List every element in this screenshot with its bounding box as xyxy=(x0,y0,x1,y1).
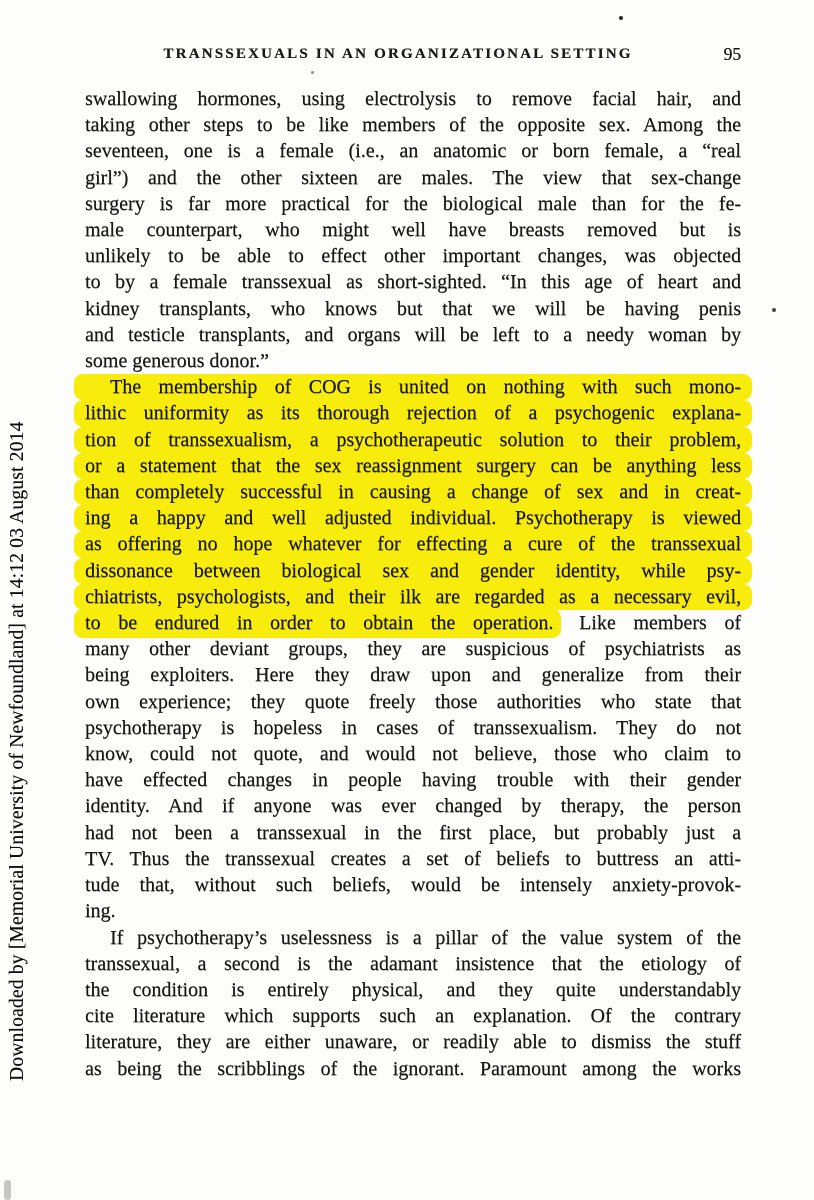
highlighted-text: chiatrists, psychologists, and their ilk are regarded as a necessary evil, xyxy=(85,585,741,608)
text-segment: identity. And if anyone was ever changed by therapy, the person xyxy=(85,795,741,818)
text-segment: transsexual, a second is the adamant insistence that the etiology of xyxy=(85,952,741,975)
text-segment: many other deviant groups, they are suspicious of psychiatrists as xyxy=(85,638,741,661)
text-line xyxy=(85,1003,741,1029)
text-line xyxy=(85,243,741,269)
highlighted-text: to be endured in order to obtain the operation. xyxy=(74,609,561,638)
text-line xyxy=(85,872,741,898)
text-line xyxy=(85,296,741,322)
running-header-title: TRANSSEXUALS IN AN ORGANIZATIONAL SETTING xyxy=(163,46,633,62)
text-segment: know, could not quote, and would not believe, those who claim to xyxy=(85,743,741,766)
text-line xyxy=(85,846,741,872)
text-segment: psychotherapy is hopeless in cases of transsexualism. They do not xyxy=(85,716,741,739)
text-segment: surgery is far more practical for the biological male than for the fe- xyxy=(85,192,741,215)
highlighted-text: than completely successful in causing a change of sex and in creat- xyxy=(85,481,741,504)
text-line xyxy=(85,636,741,662)
highlighted-text: The membership of COG is united on nothing with such mono- xyxy=(110,376,741,399)
text-line xyxy=(85,269,741,295)
text-segment: male counterpart, who might well have breasts removed but is xyxy=(85,219,741,242)
text-segment: had not been a transsexual in the first place, but probably just a xyxy=(85,821,741,844)
highlighted-text: ing a happy and well adjusted individual. Psychotherapy is viewed xyxy=(85,507,741,530)
text-line xyxy=(85,898,741,924)
text-line xyxy=(85,165,741,191)
text-line xyxy=(85,741,741,767)
text-segment: have effected changes in people having trouble with their gender xyxy=(85,769,741,792)
text-segment: cite literature which supports such an explanation. Of the contrary xyxy=(85,1005,741,1028)
text-segment: some generous donor.” xyxy=(85,350,269,373)
text-segment: own experience; they quote freely those authorities who state that xyxy=(85,690,741,713)
text-line xyxy=(85,767,741,793)
text-segment: swallowing hormones, using electrolysis to remove facial hair, and xyxy=(85,88,741,110)
text-segment: If psychotherapy’s uselessness is a pillar of the value system of the xyxy=(110,926,741,949)
running-header xyxy=(85,46,741,70)
text-segment: to by a female transsexual as short-sighted. “In this age of heart and xyxy=(85,271,741,294)
text-segment: Like members of xyxy=(561,612,742,635)
text-line xyxy=(85,1029,741,1055)
text-line xyxy=(85,1056,741,1082)
text-segment: kidney transplants, who knows but that we will be having penis xyxy=(85,297,741,320)
text-line xyxy=(85,86,741,112)
text-line xyxy=(74,558,752,584)
highlighted-text: as offering no hope whatever for effecting a cure of the transsexual xyxy=(85,533,741,556)
highlighted-text: tion of transsexualism, a psychotherapeutic solution to their problem, xyxy=(85,428,741,451)
text-segment: taking other steps to be like members of the opposite sex. Among the xyxy=(85,114,741,137)
text-segment: as being the scribblings of the ignorant. Paramount among the works xyxy=(85,1057,741,1080)
text-segment: tude that, without such beliefs, would be intensely anxiety-provok- xyxy=(85,874,741,897)
text-line xyxy=(74,453,752,479)
text-line xyxy=(85,112,741,138)
text-line xyxy=(85,820,741,846)
text-line xyxy=(85,138,741,164)
text-line xyxy=(74,479,752,505)
text-line xyxy=(85,322,741,348)
text-line xyxy=(74,374,752,400)
text-segment: literature, they are either unaware, or readily able to dismiss the stuff xyxy=(85,1031,741,1054)
text-segment: ing. xyxy=(85,900,116,923)
text-line xyxy=(74,531,752,557)
text-line xyxy=(85,951,741,977)
highlighted-text: or a statement that the sex reassignment surgery can be anything less xyxy=(85,454,741,477)
text-line xyxy=(74,400,752,426)
text-line xyxy=(85,217,741,243)
text-line xyxy=(85,977,741,1003)
text-line xyxy=(85,348,741,374)
text-segment: girl”) and the other sixteen are males. The view that sex-change xyxy=(85,166,741,189)
text-segment: and testicle transplants, and organs will be left to a needy woman by xyxy=(85,323,741,346)
scan-smudge xyxy=(4,1180,11,1200)
highlighted-text: lithic uniformity as its thorough rejection of a psychogenic explana- xyxy=(85,402,741,425)
text-line xyxy=(85,793,741,819)
text-line xyxy=(74,427,752,453)
text-line xyxy=(85,715,741,741)
scan-speck xyxy=(311,71,314,74)
highlighted-text: dissonance between biological sex and gender identity, while psy- xyxy=(85,559,741,582)
text-line xyxy=(85,925,741,951)
scan-speck xyxy=(619,16,623,20)
text-line xyxy=(85,191,741,217)
text-line xyxy=(85,689,741,715)
scan-speck xyxy=(772,308,776,312)
body-text xyxy=(85,86,741,1082)
text-line xyxy=(74,505,752,531)
text-segment: TV. Thus the transsexual creates a set of beliefs to buttress an atti- xyxy=(85,847,741,870)
text-segment: the condition is entirely physical, and they quite understandably xyxy=(85,978,741,1001)
download-watermark: Downloaded by [Memorial University of Newfoundland] at 14:12 03 August 2014 xyxy=(7,421,28,1081)
page-number: 95 xyxy=(723,44,741,64)
text-line xyxy=(85,610,741,636)
text-line xyxy=(85,662,741,688)
text-line xyxy=(74,584,752,610)
text-segment: seventeen, one is a female (i.e., an anatomic or born female, a “real xyxy=(85,140,741,163)
text-segment: being exploiters. Here they draw upon and generalize from their xyxy=(85,664,741,687)
text-segment: unlikely to be able to effect other important changes, was objected xyxy=(85,245,741,268)
